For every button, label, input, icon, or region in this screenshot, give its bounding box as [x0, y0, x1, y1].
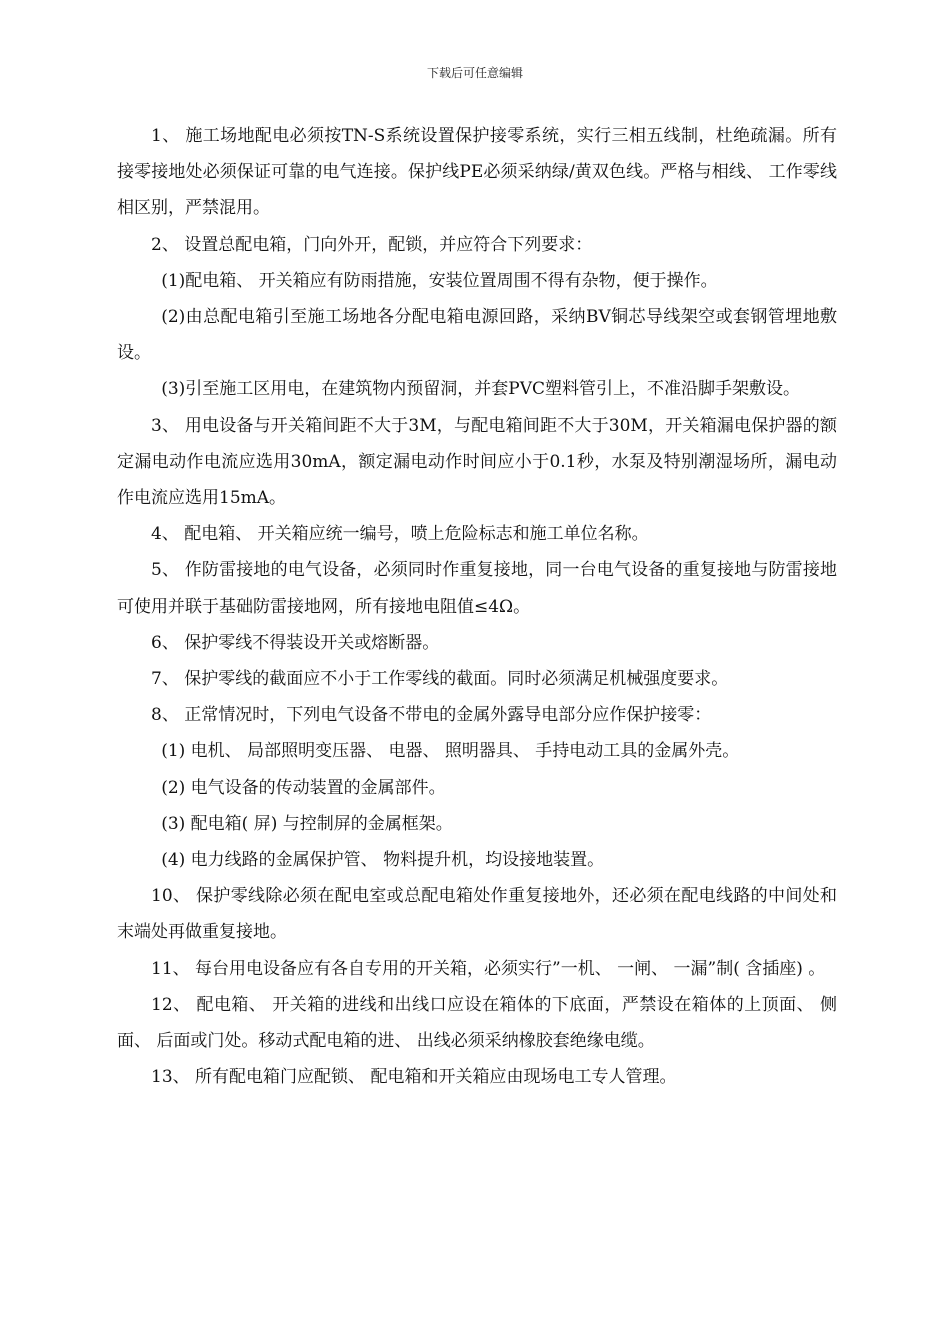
paragraph: 1、 施工场地配电必须按TN-S系统设置保护接零系统，实行三相五线制，杜绝疏漏。所有接零接地处必须保证可靠的电气连接。保护线PE必须采纳绿/黄双色线。严格与相线、 工作零线相区别，严禁混用。 [117, 126, 837, 219]
paragraph: 13、 所有配电箱门应配锁、 配电箱和开关箱应由现场电工专人管理。 [151, 1067, 677, 1088]
paragraph: 10、 保护零线除必须在配电室或总配电箱处作重复接地外，还必须在配电线路的中间处和末端处再做重复接地。 [117, 886, 837, 943]
paragraph: 2、 设置总配电箱，门向外开，配锁，并应符合下列要求： [151, 234, 593, 255]
paragraph: (2)由总配电箱引至施工场地各分配电箱电源回路，采纳BV铜芯导线架空或套钢管埋地敷设。 [117, 307, 837, 364]
paragraph: (3)引至施工区用电，在建筑物内预留洞，并套PVC塑料管引上，不准沿脚手架敷设。 [161, 379, 800, 400]
paragraph: (1)配电箱、 开关箱应有防雨措施，安装位置周围不得有杂物，便于操作。 [161, 270, 718, 291]
paragraph: 12、 配电箱、 开关箱的进线和出线口应设在箱体的下底面，严禁设在箱体的上顶面、 侧面、 后面或门处。移动式配电箱的进、 出线必须采纳橡胶套绝缘电缆。 [117, 994, 837, 1052]
page-header: 下载后可任意编辑 [426, 66, 523, 80]
paragraph: 11、 每台用电设备应有各自专用的开关箱，必须实行”一机、 一闸、 一漏”制( 含插座) 。 [151, 958, 826, 979]
paragraph: 6、 保护零线不得装设开关或熔断器。 [151, 632, 440, 653]
paragraph: (3) 配电箱( 屏) 与控制屏的金属框架。 [161, 813, 453, 834]
paragraph: (4) 电力线路的金属保护管、 物料提升机，均设接地装置。 [161, 850, 605, 871]
paragraph: (1) 电机、 局部照明变压器、 电器、 照明器具、 手持电动工具的金属外壳。 [161, 741, 740, 762]
document-body [117, 118, 837, 1095]
paragraph: 4、 配电箱、 开关箱应统一编号，喷上危险标志和施工单位名称。 [151, 524, 649, 545]
paragraph: 8、 正常情况时，下列电气设备不带电的金属外露导电部分应作保护接零： [151, 705, 712, 726]
paragraph: 3、 用电设备与开关箱间距不大于3M，与配电箱间距不大于30M，开关箱漏电保护器的额定漏电动作电流应选用30mA，额定漏电动作时间应小于0.1秒，水泵及特别潮湿场所，漏电动作电流应选用15mA。 [117, 415, 837, 509]
paragraph: 7、 保护零线的截面应不小于工作零线的截面。同时必须满足机械强度要求。 [151, 669, 729, 690]
paragraph: 5、 作防雷接地的电气设备，必须同时作重复接地，同一台电气设备的重复接地与防雷接地可使用并联于基础防雷接地网，所有接地电阻值≤4Ω。 [117, 560, 837, 617]
paragraph: (2) 电气设备的传动装置的金属部件。 [161, 777, 446, 798]
